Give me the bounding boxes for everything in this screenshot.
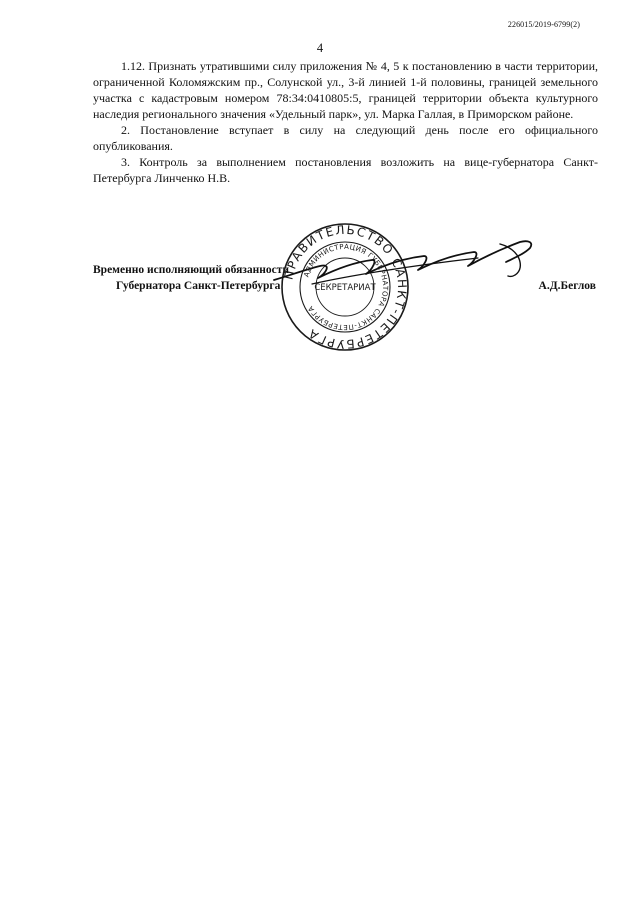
handwritten-signature — [268, 232, 538, 312]
signer-name: А.Д.Беглов — [538, 280, 596, 292]
signer-title-line-1: Временно исполняющий обязанности — [93, 264, 290, 276]
seal-outer-text: ПРАВИТЕЛЬСТВО САНКТ-ПЕТЕРБУРГА — [281, 222, 410, 352]
signature-block — [0, 0, 640, 400]
paragraph-3: 3. Контроль за выполнением постановления возложить на вице-губернатора Санкт-Петербурга Линченко Н.В. — [93, 155, 598, 185]
page-number: 4 — [316, 41, 324, 55]
seal-center-text: СЕКРЕТАРИАТ — [314, 283, 376, 293]
signer-title-line-2: Губернатора Санкт-Петербурга — [116, 280, 281, 292]
seal-inner-text: АДМИНИСТРАЦИЯ ГУБЕРНАТОРА САНКТ-ПЕТЕРБУРГА — [302, 242, 390, 332]
document-reference-number: 226015/2019-6799(2) — [507, 20, 580, 29]
paragraph-1-12: 1.12. Признать утратившими силу приложения № 4, 5 к постановлению в части территории, ограниченной Коломяжским пр., Солунской ул., 3-й линией 1-й половины, границей земельного участка с кадастровым номером 78:34:0410805:5, границей территории объекта культурного наследия регионального значения «Удельный парк», ул. Марка Галлая, в Приморском районе. — [93, 59, 598, 121]
paragraph-2: 2. Постановление вступает в силу на следующий день после его официального опубликования. — [93, 123, 598, 153]
